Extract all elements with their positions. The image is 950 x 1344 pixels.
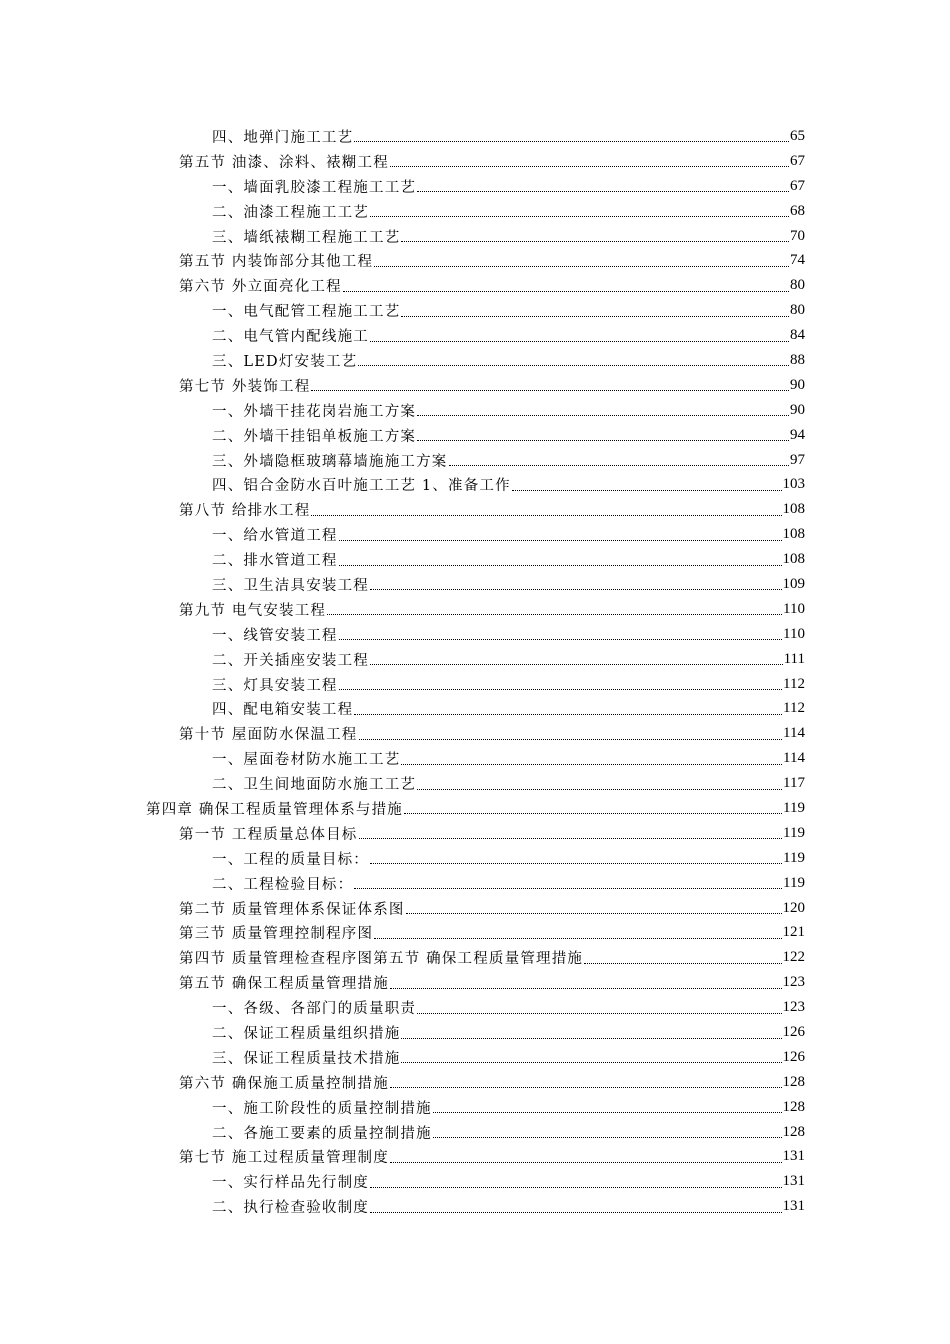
dot-leader [449,464,790,466]
toc-entry-title: 第八节 给排水工程 [179,503,311,520]
dot-leader [390,1161,782,1163]
toc-entry-page-number: 126 [782,1048,805,1065]
toc-entry-title: 一、施工阶段性的质量控制措施 [212,1100,432,1117]
dot-leader [339,688,782,690]
toc-entry[interactable] [0,522,950,547]
toc-entry[interactable] [0,547,950,572]
toc-entry-page-number: 80 [790,302,805,319]
toc-entry-page-number: 109 [782,575,805,592]
toc-entry-page-number: 131 [782,1198,805,1215]
toc-entry-title: 四、铝合金防水百叶施工工艺 1、准备工作 [212,478,511,495]
toc-entry[interactable] [0,1145,950,1170]
toc-entry[interactable] [0,846,950,871]
dot-leader [417,1012,781,1014]
toc-entry[interactable] [0,298,950,323]
dot-leader [417,190,789,192]
toc-entry[interactable] [0,921,950,946]
toc-entry-title: 一、屋面卷材防水施工工艺 [212,752,401,769]
dot-leader [339,638,782,640]
toc-entry-title: 二、执行检查验收制度 [212,1200,369,1217]
dot-leader [359,837,783,839]
toc-entry[interactable] [0,896,950,921]
toc-entry-title: 二、保证工程质量组织措施 [212,1026,401,1042]
toc-entry-page-number: 90 [790,401,805,418]
toc-entry[interactable] [0,796,950,821]
toc-entry-page-number: 84 [790,327,805,344]
toc-entry-title: 二、排水管道工程 [212,553,338,570]
toc-entry-page-number: 114 [783,750,805,767]
toc-entry-page-number: 111 [783,650,805,667]
toc-entry-title: 第四节 质量管理检查程序图第五节 确保工程质量管理措施 [179,951,584,968]
toc-entry-title: 三、卫生洁具安装工程 [212,577,369,594]
toc-entry[interactable] [0,448,950,473]
toc-entry-page-number: 67 [790,152,805,169]
toc-entry-page-number: 65 [790,127,805,144]
toc-entry[interactable] [0,871,950,896]
toc-entry[interactable] [0,647,950,672]
toc-entry-title: 一、工程的质量目标： [212,851,369,868]
toc-entry[interactable] [0,497,950,522]
toc-entry[interactable] [0,970,950,995]
toc-entry[interactable] [0,224,950,249]
dot-leader [370,862,782,864]
dot-leader [433,1111,782,1113]
dot-leader [433,1136,782,1138]
toc-entry-title: 三、灯具安装工程 [212,677,338,694]
toc-entry-title: 三、墙纸裱糊工程施工工艺 [212,229,401,246]
toc-entry-title: 第五节 油漆、涂料、裱糊工程 [179,154,389,171]
toc-entry-title: 第七节 外装饰工程 [179,378,311,395]
toc-entry-title: 二、各施工要素的质量控制措施 [212,1125,432,1142]
dot-leader [311,389,789,391]
toc-entry-page-number: 90 [790,376,805,393]
dot-leader [354,713,782,715]
dot-leader [390,165,789,167]
toc-entry-title: 第九节 电气安装工程 [179,602,327,619]
toc-entry[interactable] [0,597,950,622]
toc-entry-page-number: 114 [783,725,805,742]
toc-entry[interactable] [0,248,950,273]
toc-entry[interactable] [0,771,950,796]
toc-entry[interactable] [0,174,950,199]
toc-entry-page-number: 110 [783,600,805,617]
toc-entry[interactable] [0,199,950,224]
dot-leader [358,364,789,366]
toc-entry-title: 一、给水管道工程 [212,528,338,545]
dot-leader [339,539,782,541]
toc-entry-page-number: 108 [782,551,805,568]
dot-leader [417,439,789,441]
toc-entry[interactable] [0,622,950,647]
toc-entry[interactable] [0,1020,950,1045]
toc-entry-page-number: 131 [782,1148,805,1165]
toc-entry[interactable] [0,348,950,373]
toc-entry-title: 三、LED灯安装工艺 [212,353,358,370]
dot-leader [401,763,782,765]
toc-entry-page-number: 119 [783,874,805,891]
toc-entry-page-number: 74 [790,252,805,269]
toc-entry-page-number: 119 [783,799,805,816]
toc-entry-page-number: 80 [790,277,805,294]
toc-entry[interactable] [0,273,950,298]
dot-leader [354,887,782,889]
dot-leader [339,564,782,566]
toc-entry-title: 第三节 质量管理控制程序图 [179,926,374,943]
toc-entry[interactable] [0,945,950,970]
toc-entry-page-number: 103 [782,476,805,493]
toc-entry-title: 第七节 施工过程质量管理制度 [179,1150,389,1167]
toc-entry[interactable] [0,1070,950,1095]
toc-entry-title: 第五节 确保工程质量管理措施 [179,976,389,993]
dot-leader [359,738,783,740]
toc-entry-page-number: 121 [782,924,805,941]
toc-entry-page-number: 128 [782,1098,805,1115]
dot-leader [401,315,789,317]
toc-entry-title: 二、卫生间地面防水施工工艺 [212,777,417,794]
toc-entry[interactable] [0,672,950,697]
toc-entry[interactable] [0,995,950,1020]
toc-entry-page-number: 128 [782,1123,805,1140]
toc-entry-page-number: 108 [782,501,805,518]
toc-entry-page-number: 110 [783,625,805,642]
toc-entry[interactable] [0,746,950,771]
dot-leader [354,140,789,142]
toc-entry-page-number: 119 [783,849,805,866]
toc-entry-title: 二、工程检验目标： [212,876,354,893]
dot-leader [401,1061,781,1063]
toc-entry[interactable] [0,721,950,746]
dot-leader [343,290,789,292]
dot-leader [370,588,782,590]
toc-entry-title: 二、油漆工程施工工艺 [212,204,369,221]
toc-entry-page-number: 117 [783,775,805,792]
toc-entry-title: 一、各级、各部门的质量职责 [212,1001,417,1018]
toc-entry-title: 第六节 确保施工质量控制措施 [179,1075,389,1092]
toc-entry[interactable] [0,373,950,398]
toc-entry[interactable] [0,423,950,448]
dot-leader [512,489,782,491]
toc-entry[interactable] [0,1120,950,1145]
toc-entry-page-number: 112 [783,700,805,717]
toc-entry-page-number: 88 [790,351,805,368]
toc-entry[interactable] [0,149,950,174]
toc-entry-title: 第六节 外立面亮化工程 [179,279,342,296]
dot-leader [370,340,789,342]
toc-entry-title: 三、保证工程质量技术措施 [212,1050,401,1067]
table-of-contents [0,124,950,1219]
toc-entry-title: 三、外墙隐框玻璃幕墙施施工方案 [212,453,448,470]
dot-leader [401,240,789,242]
toc-entry-title: 二、外墙干挂铝单板施工方案 [212,428,417,445]
toc-entry-page-number: 123 [782,974,805,991]
toc-entry-title: 第二节 质量管理体系保证体系图 [179,901,405,918]
dot-leader [370,1186,782,1188]
dot-leader [390,1086,782,1088]
toc-entry-title: 第四章 确保工程质量管理体系与措施 [146,801,404,818]
dot-leader [374,937,781,939]
dot-leader [370,663,783,665]
toc-entry-page-number: 112 [783,675,805,692]
toc-entry[interactable] [0,696,950,721]
toc-entry-title: 二、开关插座安装工程 [212,652,369,669]
toc-entry-page-number: 122 [782,949,805,966]
dot-leader [417,788,782,790]
toc-entry[interactable] [0,1194,950,1219]
toc-entry[interactable] [0,821,950,846]
toc-entry-page-number: 126 [782,1024,805,1040]
toc-entry-title: 二、电气管内配线施工 [212,329,369,346]
toc-entry-page-number: 68 [790,202,805,219]
dot-leader [370,215,789,217]
dot-leader [401,1037,781,1039]
dot-leader [406,912,782,914]
toc-entry-page-number: 67 [790,177,805,194]
dot-leader [584,962,781,964]
dot-leader [311,514,781,516]
toc-entry[interactable] [0,323,950,348]
toc-entry[interactable] [0,398,950,423]
toc-entry[interactable] [0,1169,950,1194]
dot-leader [374,265,789,267]
toc-entry-page-number: 97 [790,451,805,468]
toc-entry[interactable] [0,1045,950,1070]
toc-entry-title: 一、线管安装工程 [212,627,338,644]
toc-entry-title: 四、配电箱安装工程 [212,702,354,719]
toc-entry-title: 一、实行样品先行制度 [212,1175,369,1192]
toc-entry-title: 一、墙面乳胶漆工程施工工艺 [212,179,417,196]
toc-entry-page-number: 108 [782,526,805,543]
toc-entry-page-number: 123 [782,999,805,1016]
toc-entry[interactable] [0,1095,950,1120]
toc-entry-page-number: 120 [782,899,805,916]
toc-entry[interactable] [0,572,950,597]
toc-entry-page-number: 131 [782,1173,805,1190]
toc-entry-page-number: 128 [782,1073,805,1090]
dot-leader [370,1211,782,1213]
toc-entry-title: 第五节 内装饰部分其他工程 [179,254,374,271]
toc-entry-page-number: 94 [790,426,805,443]
dot-leader [390,987,782,989]
dot-leader [327,613,782,615]
toc-entry[interactable] [0,472,950,497]
toc-entry-page-number: 70 [790,227,805,244]
toc-entry-title: 第一节 工程质量总体目标 [179,826,358,843]
toc-entry-title: 四、地弹门施工工艺 [212,129,354,146]
dot-leader [417,414,789,416]
toc-entry-title: 一、外墙干挂花岗岩施工方案 [212,403,417,420]
dot-leader [404,812,782,814]
toc-entry[interactable] [0,124,950,149]
toc-entry-title: 一、电气配管工程施工工艺 [212,304,401,321]
toc-entry-page-number: 119 [783,824,805,841]
toc-entry-title: 第十节 屋面防水保温工程 [179,727,358,744]
